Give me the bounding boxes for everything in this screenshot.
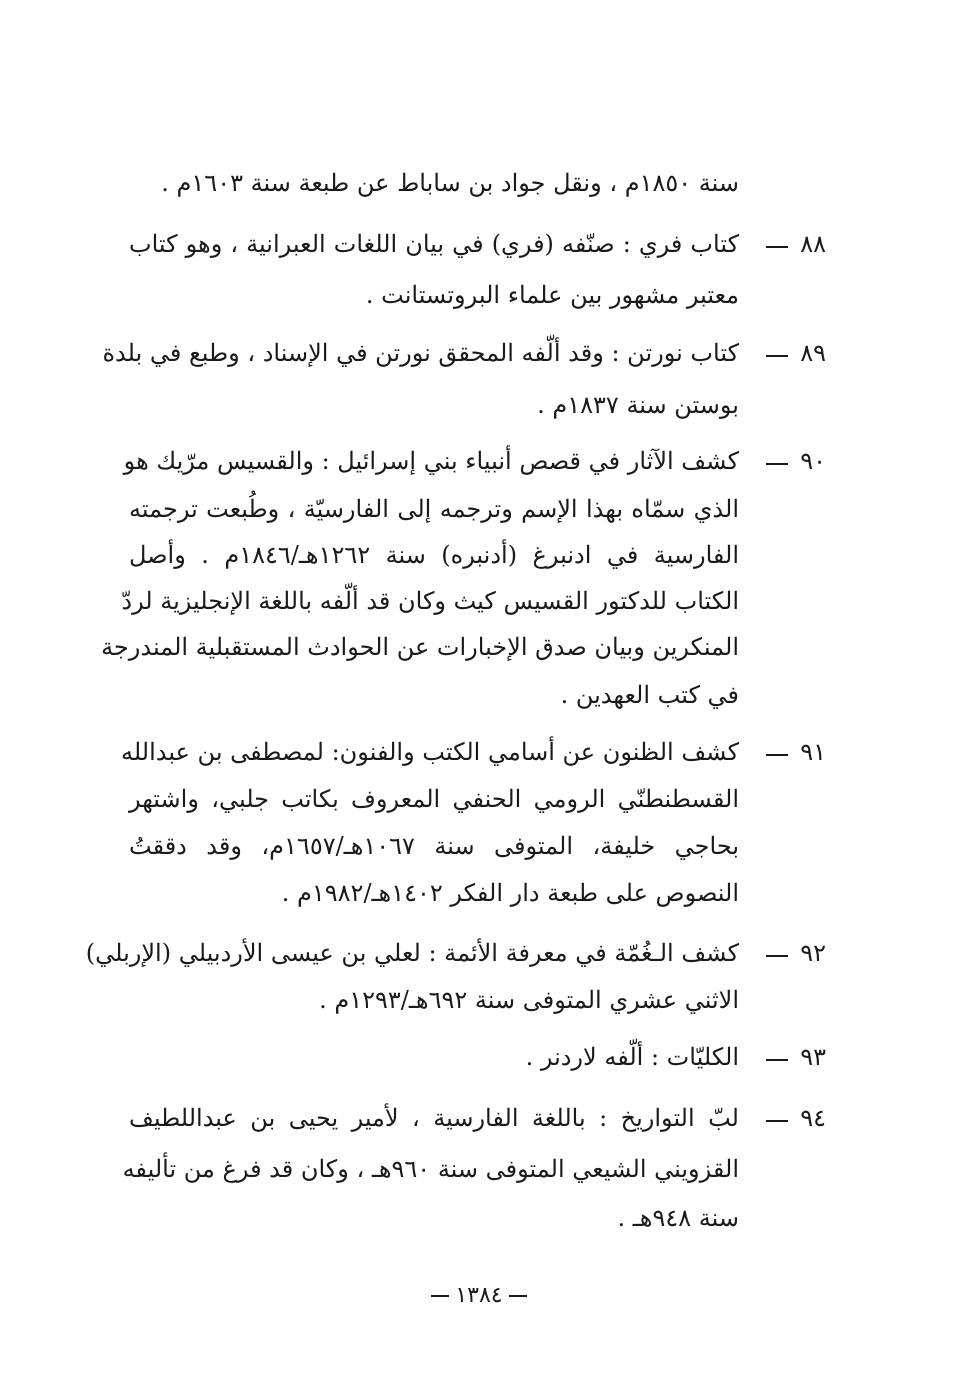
entry-90-line-2: الذي سمّاه بهذا الإسم وترجمه إلى الفارسيّة ، وطُبعت ترجمته	[129, 495, 739, 523]
entry-dash	[766, 955, 788, 957]
entry-dash	[766, 463, 788, 465]
entry-number-88: ٨٨	[800, 230, 826, 258]
entry-89-line-1: كتاب نورتن : وقد ألّفه المحقق نورتن في الإسناد ، وطبع في بلدة	[102, 339, 739, 367]
entry-dash	[766, 754, 788, 756]
entry-91-line-3: بحاجي خليفة، المتوفى سنة ١٠٦٧هـ/١٦٥٧م، وقد دققتُ	[129, 832, 740, 860]
continuation-line: سنة ١٨٥٠م ، ونقل جواد بن ساباط عن طبعة سنة ١٦٠٣م .	[161, 169, 739, 197]
page-number: ١٣٨٤	[455, 1283, 503, 1308]
entry-90-line-6: في كتب العهدين .	[560, 681, 739, 709]
entry-94-line-2: القزويني الشيعي المتوفى سنة ٩٦٠هـ ، وكان قد فرغ من تأليفه	[122, 1155, 739, 1183]
entry-91-line-2: القسطنطنّي الرومي الحنفي المعروف بكاتب جلبي، واشتهر	[129, 785, 739, 813]
entry-92-line-2: الاثني عشري المتوفى سنة ٦٩٢هـ/١٢٩٣م .	[319, 986, 739, 1014]
entry-90-line-3: الفارسية في ادنبرغ (أدنبره) سنة ١٢٦٢هـ/١٨٤٦م . وأصل	[129, 541, 739, 569]
entry-94-line-3: سنة ٩٤٨هـ .	[617, 1204, 739, 1232]
entry-90-line-4: الكتاب للدكتور القسيس كيث وكان قد ألّفه باللغة الإنجليزية لردّ	[121, 587, 739, 615]
entry-number-94: ٩٤	[800, 1104, 826, 1132]
entry-number-89: ٨٩	[800, 339, 826, 367]
entry-number-93: ٩٣	[800, 1043, 826, 1071]
entry-dash	[766, 1059, 788, 1061]
entry-89-line-2: بوستن سنة ١٨٣٧م .	[537, 391, 739, 419]
entry-dash	[766, 1120, 788, 1122]
entry-number-90: ٩٠	[800, 447, 826, 475]
entry-93-line-1: الكليّات : ألّفه لاردنر .	[525, 1043, 739, 1071]
entry-90-line-1: كشف الآثار في قصص أنبياء بني إسرائيل : والقسيس مرّيك هو	[123, 447, 739, 475]
entry-number-92: ٩٢	[800, 939, 826, 967]
footer-dash-right	[431, 1295, 449, 1297]
page-number-wrapper	[425, 1282, 532, 1310]
entry-90-line-5: المنكرين وبيان صدق الإخبارات عن الحوادث المستقبلية المندرجة	[101, 633, 739, 661]
entry-91-line-1: كشف الظنون عن أسامي الكتب والفنون: لمصطفى بن عبدالله	[120, 738, 739, 766]
entry-94-line-1: لبّ التواريخ : باللغة الفارسية ، لأمير يحيى بن عبداللطيف	[129, 1104, 739, 1132]
entry-dash	[766, 355, 788, 357]
entry-92-line-1: كشف الـغُمّة في معرفة الأئمة : لعلي بن عيسى الأردبيلي (الإربلي)	[85, 939, 739, 967]
entry-91-line-4: النصوص على طبعة دار الفكر ١٤٠٢هـ/١٩٨٢م .	[281, 879, 739, 907]
entry-number-91: ٩١	[800, 738, 826, 766]
page-footer	[0, 1282, 958, 1310]
entry-dash	[766, 246, 788, 248]
footer-dash-left	[509, 1295, 527, 1297]
entry-88-line-1: كتاب فري : صنّفه (فري) في بيان اللغات العبرانية ، وهو كتاب	[129, 230, 739, 258]
entry-88-line-2: معتبر مشهور بين علماء البروتستانت .	[365, 281, 739, 309]
